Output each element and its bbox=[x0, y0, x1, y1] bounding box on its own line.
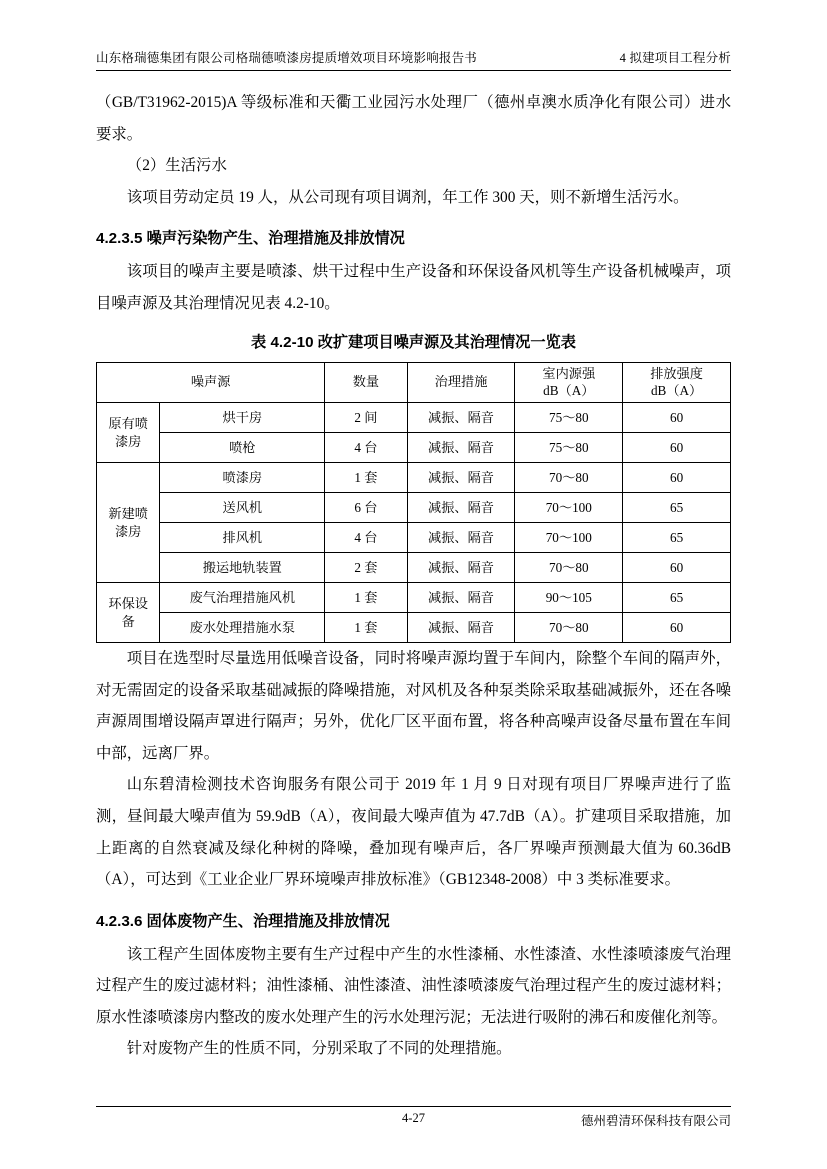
table-row bbox=[97, 463, 731, 493]
table-cell-indoor: 70～80 bbox=[515, 463, 623, 493]
table-cell-source: 烘干房 bbox=[160, 403, 325, 433]
table-header-noise-source: 噪声源 bbox=[97, 362, 325, 403]
footer-company: 德州碧清环保科技有限公司 bbox=[580, 1114, 731, 1128]
page-content bbox=[96, 48, 731, 1121]
paragraph-monitoring-results: 山东碧清检测技术咨询服务有限公司于 2019 年 1 月 9 日对现有项目厂界噪声进行了监测，昼间最大噪声值为 59.9dB（A），夜间最大噪声值为 47.7dB（A）。扩建项目采取措施，加上距离的自然衰减及绿化种树的降噪，叠加现有噪声后，各厂界噪声预测最大值为 60.36dB（A），可达到《工业企业厂界环境噪声排放标准》（GB12348-2008）中 3 类标准要求。 bbox=[96, 776, 731, 889]
table-header-emission-level: 排放强度 dB（A） bbox=[623, 362, 731, 403]
table-cell-measure: 减振、隔音 bbox=[407, 403, 515, 433]
table-cell-indoor: 70～100 bbox=[515, 493, 623, 523]
header-report-title: 山东格瑞德集团有限公司格瑞德喷漆房提质增效项目环境影响报告书 bbox=[96, 51, 478, 65]
table-row bbox=[97, 613, 731, 643]
table-cell-measure: 减振、隔音 bbox=[407, 553, 515, 583]
table-row bbox=[97, 493, 731, 523]
table-row bbox=[97, 553, 731, 583]
table-cell-emission: 60 bbox=[623, 613, 731, 643]
table-row bbox=[97, 583, 731, 613]
table-row bbox=[97, 403, 731, 433]
table-cell-emission: 65 bbox=[623, 493, 731, 523]
table-cell-indoor: 75～80 bbox=[515, 433, 623, 463]
table-header-row bbox=[97, 362, 731, 403]
header-chapter-title: 4 拟建项目工程分析 bbox=[619, 51, 731, 65]
table-cell-source: 喷枪 bbox=[160, 433, 325, 463]
table-row bbox=[97, 523, 731, 553]
page-header bbox=[96, 48, 731, 71]
table-cell-quantity: 1 套 bbox=[325, 583, 407, 613]
table-cell-quantity: 2 间 bbox=[325, 403, 407, 433]
table-cell-quantity: 1 套 bbox=[325, 613, 407, 643]
table-cell-quantity: 2 套 bbox=[325, 553, 407, 583]
table-cell-indoor: 90～105 bbox=[515, 583, 623, 613]
table-cell-emission: 65 bbox=[623, 523, 731, 553]
table-cell-quantity: 4 台 bbox=[325, 433, 407, 463]
page-footer bbox=[96, 1106, 731, 1129]
table-cell-measure: 减振、隔音 bbox=[407, 613, 515, 643]
paragraph-noise-sources-intro: 该项目的噪声主要是喷漆、烘干过程中生产设备和环保设备风机等生产设备机械噪声，项目噪声源及其治理情况见表 4.2-10。 bbox=[96, 263, 731, 312]
paragraph-noise-control-measures: 项目在选型时尽量选用低噪音设备，同时将噪声源均置于车间内，除整个车间的隔声外，对无需固定的设备采取基础减振的降噪措施，对风机及各种泵类除采取基础减振外，还在各噪声源周围增设隔声罩进行隔声；另外，优化厂区平面布置，将各种高噪声设备尽量布置在车间中部，远离厂界。 bbox=[96, 650, 731, 762]
table-cell-indoor: 75～80 bbox=[515, 403, 623, 433]
table-cell-source: 废气治理措施风机 bbox=[160, 583, 325, 613]
table-cell-emission: 60 bbox=[623, 463, 731, 493]
table-cell-emission: 65 bbox=[623, 583, 731, 613]
paragraph-standard-requirement: （GB/T31962-2015)A 等级标准和天衢工业园污水处理厂（德州卓澳水质净化有限公司）进水要求。 bbox=[96, 94, 731, 143]
table-row bbox=[97, 433, 731, 463]
paragraph-domestic-sewage-heading: （2）生活污水 bbox=[126, 157, 227, 175]
table-cell-quantity: 1 套 bbox=[325, 463, 407, 493]
table-cell-source: 送风机 bbox=[160, 493, 325, 523]
section-heading-4-2-3-5: 4.2.3.5 噪声污染物产生、治理措施及排放情况 bbox=[96, 230, 405, 248]
paragraph-solid-waste-treatment: 针对废物产生的性质不同，分别采取了不同的处理措施。 bbox=[126, 1040, 512, 1058]
table-header-measure: 治理措施 bbox=[407, 362, 515, 403]
table-header-indoor-level: 室内源强 dB（A） bbox=[515, 362, 623, 403]
table-cell-measure: 减振、隔音 bbox=[407, 433, 515, 463]
section-heading-4-2-3-6: 4.2.3.6 固体废物产生、治理措施及排放情况 bbox=[96, 912, 390, 930]
table-group-label: 新建喷 漆房 bbox=[97, 463, 160, 583]
page-number: 4-27 bbox=[402, 1111, 425, 1125]
noise-source-table bbox=[96, 362, 731, 644]
table-cell-source: 废水处理措施水泵 bbox=[160, 613, 325, 643]
table-cell-quantity: 6 台 bbox=[325, 493, 407, 523]
table-cell-measure: 减振、隔音 bbox=[407, 583, 515, 613]
paragraph-solid-waste-types: 该工程产生固体废物主要有生产过程中产生的水性漆桶、水性漆渣、水性漆喷漆废气治理过程产生的废过滤材料；油性漆桶、油性漆渣、油性漆喷漆废气治理过程产生的废过滤材料；原水性漆喷漆房内整改的废水处理产生的污水处理污泥；无法进行吸附的沸石和废催化剂等。 bbox=[96, 945, 731, 1026]
document-body bbox=[96, 71, 731, 1065]
table-caption-4-2-10: 表 4.2-10 改扩建项目噪声源及其治理情况一览表 bbox=[251, 334, 576, 352]
table-cell-measure: 减振、隔音 bbox=[407, 463, 515, 493]
table-group-label: 环保设 备 bbox=[97, 583, 160, 643]
table-cell-emission: 60 bbox=[623, 403, 731, 433]
table-cell-emission: 60 bbox=[623, 553, 731, 583]
table-cell-quantity: 4 台 bbox=[325, 523, 407, 553]
table-cell-source: 喷漆房 bbox=[160, 463, 325, 493]
table-cell-measure: 减振、隔音 bbox=[407, 523, 515, 553]
paragraph-staffing: 该项目劳动定员 19 人，从公司现有项目调剂，年工作 300 天，则不新增生活污水。 bbox=[126, 188, 689, 206]
table-cell-indoor: 70～80 bbox=[515, 613, 623, 643]
table-group-label: 原有喷 漆房 bbox=[97, 403, 160, 463]
table-cell-indoor: 70～100 bbox=[515, 523, 623, 553]
table-header-quantity: 数量 bbox=[325, 362, 407, 403]
table-cell-source: 排风机 bbox=[160, 523, 325, 553]
table-cell-source: 搬运地轨装置 bbox=[160, 553, 325, 583]
table-cell-measure: 减振、隔音 bbox=[407, 493, 515, 523]
table-cell-indoor: 70～80 bbox=[515, 553, 623, 583]
table-cell-emission: 60 bbox=[623, 433, 731, 463]
